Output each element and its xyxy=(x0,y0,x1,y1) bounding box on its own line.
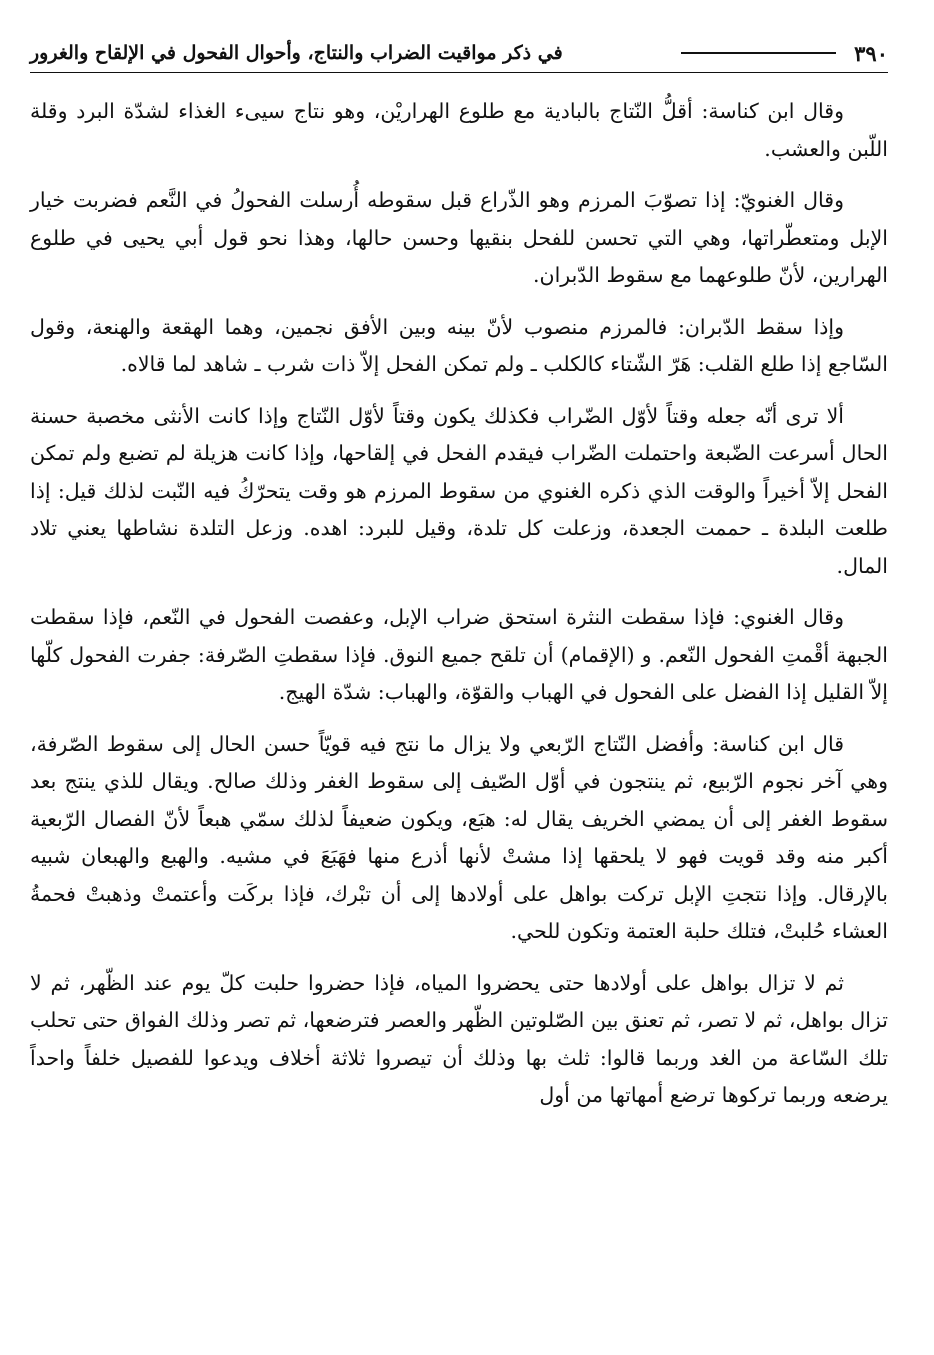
header-rule xyxy=(681,52,836,54)
page-number: ٣٩٠ xyxy=(854,40,888,66)
page-body xyxy=(30,93,888,1115)
paragraph-7: ثم لا تزال بواهل على أولادها حتى يحضروا المياه، فإذا حضروا حلبت كلّ يوم عند الظّهر، ثم لا تزال بواهل، ثم لا تصر، ثم تعنق بين الصّلوتين الظّهر والعصر فترضعها، ثم تصر وذلك الفواق حتى تحلب تلك السّاعة من الغد وربما قالوا: ثلث بها وذلك أن تيصروا ثلاثة أخلاف ويدعوا للفصيل خلفاً واحداً يرضعه وربما تركوها ترضع أمهاتها من أول xyxy=(30,970,888,1107)
paragraph-6: قال ابن كناسة: وأفضل النّتاج الرّبعي ولا يزال ما نتج فيه قويّاً حسن الحال إلى سقوط الصّرفة، وهي آخر نجوم الرّبيع، ثم ينتجون في أوّل الصّيف إلى سقوط الغفر وذلك صالح. ويقال للذي ينتج بعد سقوط الغفر إلى أن يمضي الخريف يقال له: هبَع، ويكون ضعيفاً لذلك سمّي هبعاً لأنّ الفصال الرّبعية أكبر منه وقد قويت فهو لا يلحقها إذا مشتْ لأنها أذرع منها فهَبَعَ في مشيه. والهبع والهبعان شبيه بالإرقال. وإذا نتجتِ الإبل تركت بواهل على أولادها إلى أن تبْرك، فإذا بركَت وأعتمتْ وذهبتْ فحمةُ العشاء حُلبتْ، فتلك حلبة العتمة وتكون للحي. xyxy=(30,731,888,943)
chapter-title: في ذكر مواقيت الضراب والنتاج، وأحوال الفحول في الإلقاح والغرور xyxy=(30,42,563,64)
book-page xyxy=(30,34,888,1349)
paragraph-3: وإذا سقط الدّبران: فالمرزم منصوب لأنّ بينه وبين الأفق نجمين، وهما الهقعة والهنعة، وقول السّاجع إذا طلع القلب: هَرّ الشّتاء كالكلب ـ ولم تمكن الفحل إلاّ ذات شرب ـ شاهد لما قالاه. xyxy=(30,314,888,376)
paragraph-2: وقال الغنويّ: إذا تصوّبَ المرزم وهو الذّراع قبل سقوطه أُرسلت الفحولُ في النَّعم فضربت خيار الإبل ومتعطّراتها، وهي التي تحسن للفحل بنقيها وحسن حالها، وهذا نحو قول أبي يحيى في طلوع الهرارين، لأنّ طلوعهما مع سقوط الدّبران. xyxy=(30,188,888,287)
paragraph-5: وقال الغنوي: فإذا سقطت النثرة استحق ضراب الإبل، وعفصت الفحول في النّعم، فإذا سقطت الجبهة أقْمتِ الفحول النّعم. و (الإقمام) أن تلقح جميع النوق. فإذا سقطتِ الصّرفة: جفرت الفحول كلّها إلاّ القليل إذا الفضل على الفحول في الهباب والقوّة، والهباب: شدّة الهيج. xyxy=(30,605,888,704)
running-header xyxy=(30,34,888,73)
paragraph-1: وقال ابن كناسة: أقلُّ النّتاج بالبادية مع طلوع الهراريْن، وهو نتاج سيىء الغذاء لشدّة البرد وقلة اللّبن والعشب. xyxy=(30,99,888,161)
paragraph-4: ألا ترى أنّه جعله وقتاً لأوّل الضّراب فكذلك يكون وقتاً لأوّل النّتاج وإذا كانت الأنثى مخصبة حسنة الحال أسرعت الضّبعة واحتملت الضّراب فيقدم الفحل في إلقاحها، وإذا كانت هزيلة لم تضبع ولم تمكن الفحل إلاّ أخيراً والوقت الذي ذكره الغنوي من سقوط المرزم هو وقت يتحرّكُ فيه النّبت لذلك قيل: إذا طلعت البلدة ـ حممت الجعدة، وزعلت كل تلدة، وقيل للبرد: اهده. وزعل التلدة نشاطها يعني تلاد المال. xyxy=(30,403,888,578)
